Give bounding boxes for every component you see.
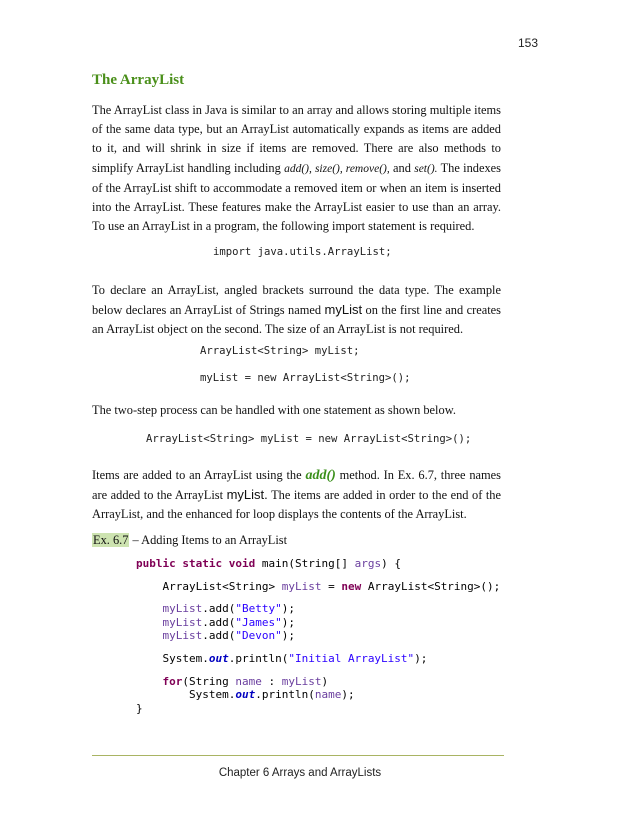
declare-line-1: ArrayList<String> myList; (200, 345, 360, 357)
example-caption (92, 532, 287, 549)
add-items-paragraph (92, 466, 501, 525)
footer-chapter-title: Chapter 6 Arrays and ArrayLists (218, 767, 382, 779)
method-list-1: add(), size(), remove(), (284, 162, 390, 175)
method-list-2: set(). (414, 162, 438, 175)
code-line-declare: ArrayList<String> myList = new ArrayList<String>(); (162, 579, 501, 593)
intro-text-a: The ArrayList class in Java is similar to an array and allows storing multiple items of the same data type, but an ArrayList automatically expands as items are added to it, and will shrink in size if items are removed. There are also methods to simplify ArrayList handling including (92, 103, 501, 175)
add-text-b: method. In Ex. 6.7, three names are added to the ArrayList (92, 468, 502, 503)
page-number: 153 (517, 36, 538, 50)
intro-text-b: The indexes of the ArrayList shift to accommodate a removed item or when an item is inserted into the ArrayList. These features make the ArrayList easier to use than an array. To use an ArrayList in a program, the following import statement is required. (92, 160, 501, 234)
intro-paragraph (92, 101, 501, 236)
example-number: Ex. 6.7 (93, 533, 129, 547)
code-line-add-james: myList.add("James"); (162, 615, 295, 629)
add-method-name: add() (305, 468, 336, 483)
identifier-mylist-2: myList. (226, 487, 268, 503)
identifier-mylist: myList (324, 302, 363, 318)
intro-and: and (389, 160, 415, 175)
code-listing (136, 557, 500, 715)
combined-declaration: ArrayList<String> myList = new ArrayList<String>(); (146, 433, 472, 445)
code-line-for: for(String name : myList) (162, 674, 329, 688)
code-line-add-devon: myList.add("Devon"); (162, 629, 295, 643)
add-text-c: The items are added in order to the end of the ArrayList, and the enhanced for loop displays the contents of the ArrayList. (92, 488, 502, 522)
section-heading: The ArrayList (92, 72, 185, 88)
declare-line-2: myList = new ArrayList<String>(); (200, 372, 411, 384)
import-statement: import java.utils.ArrayList; (213, 246, 392, 258)
declare-text-b: on the first line and creates an ArrayList object on the second. The size of an ArrayList is not required. (92, 303, 501, 337)
add-text-a: Items are added to an ArrayList using the (92, 468, 306, 482)
footer-divider (92, 755, 504, 756)
declare-text-a: To declare an ArrayList, angled brackets surround the data type. The example below declares an ArrayList of Strings named (92, 283, 501, 318)
two-step-paragraph: The two-step process can be handled with one statement as shown below. (92, 403, 456, 417)
example-title: – Adding Items to an ArrayList (129, 533, 288, 547)
code-line-add-betty: myList.add("Betty"); (162, 602, 295, 616)
declare-paragraph (92, 281, 501, 340)
code-line-close: } (136, 701, 143, 715)
code-line-print-initial: System.out.println("Initial ArrayList"); (162, 651, 428, 665)
code-line-print-name: System.out.println(name); (188, 688, 355, 702)
code-line-main: public static void main(String[] args) { (136, 557, 401, 570)
